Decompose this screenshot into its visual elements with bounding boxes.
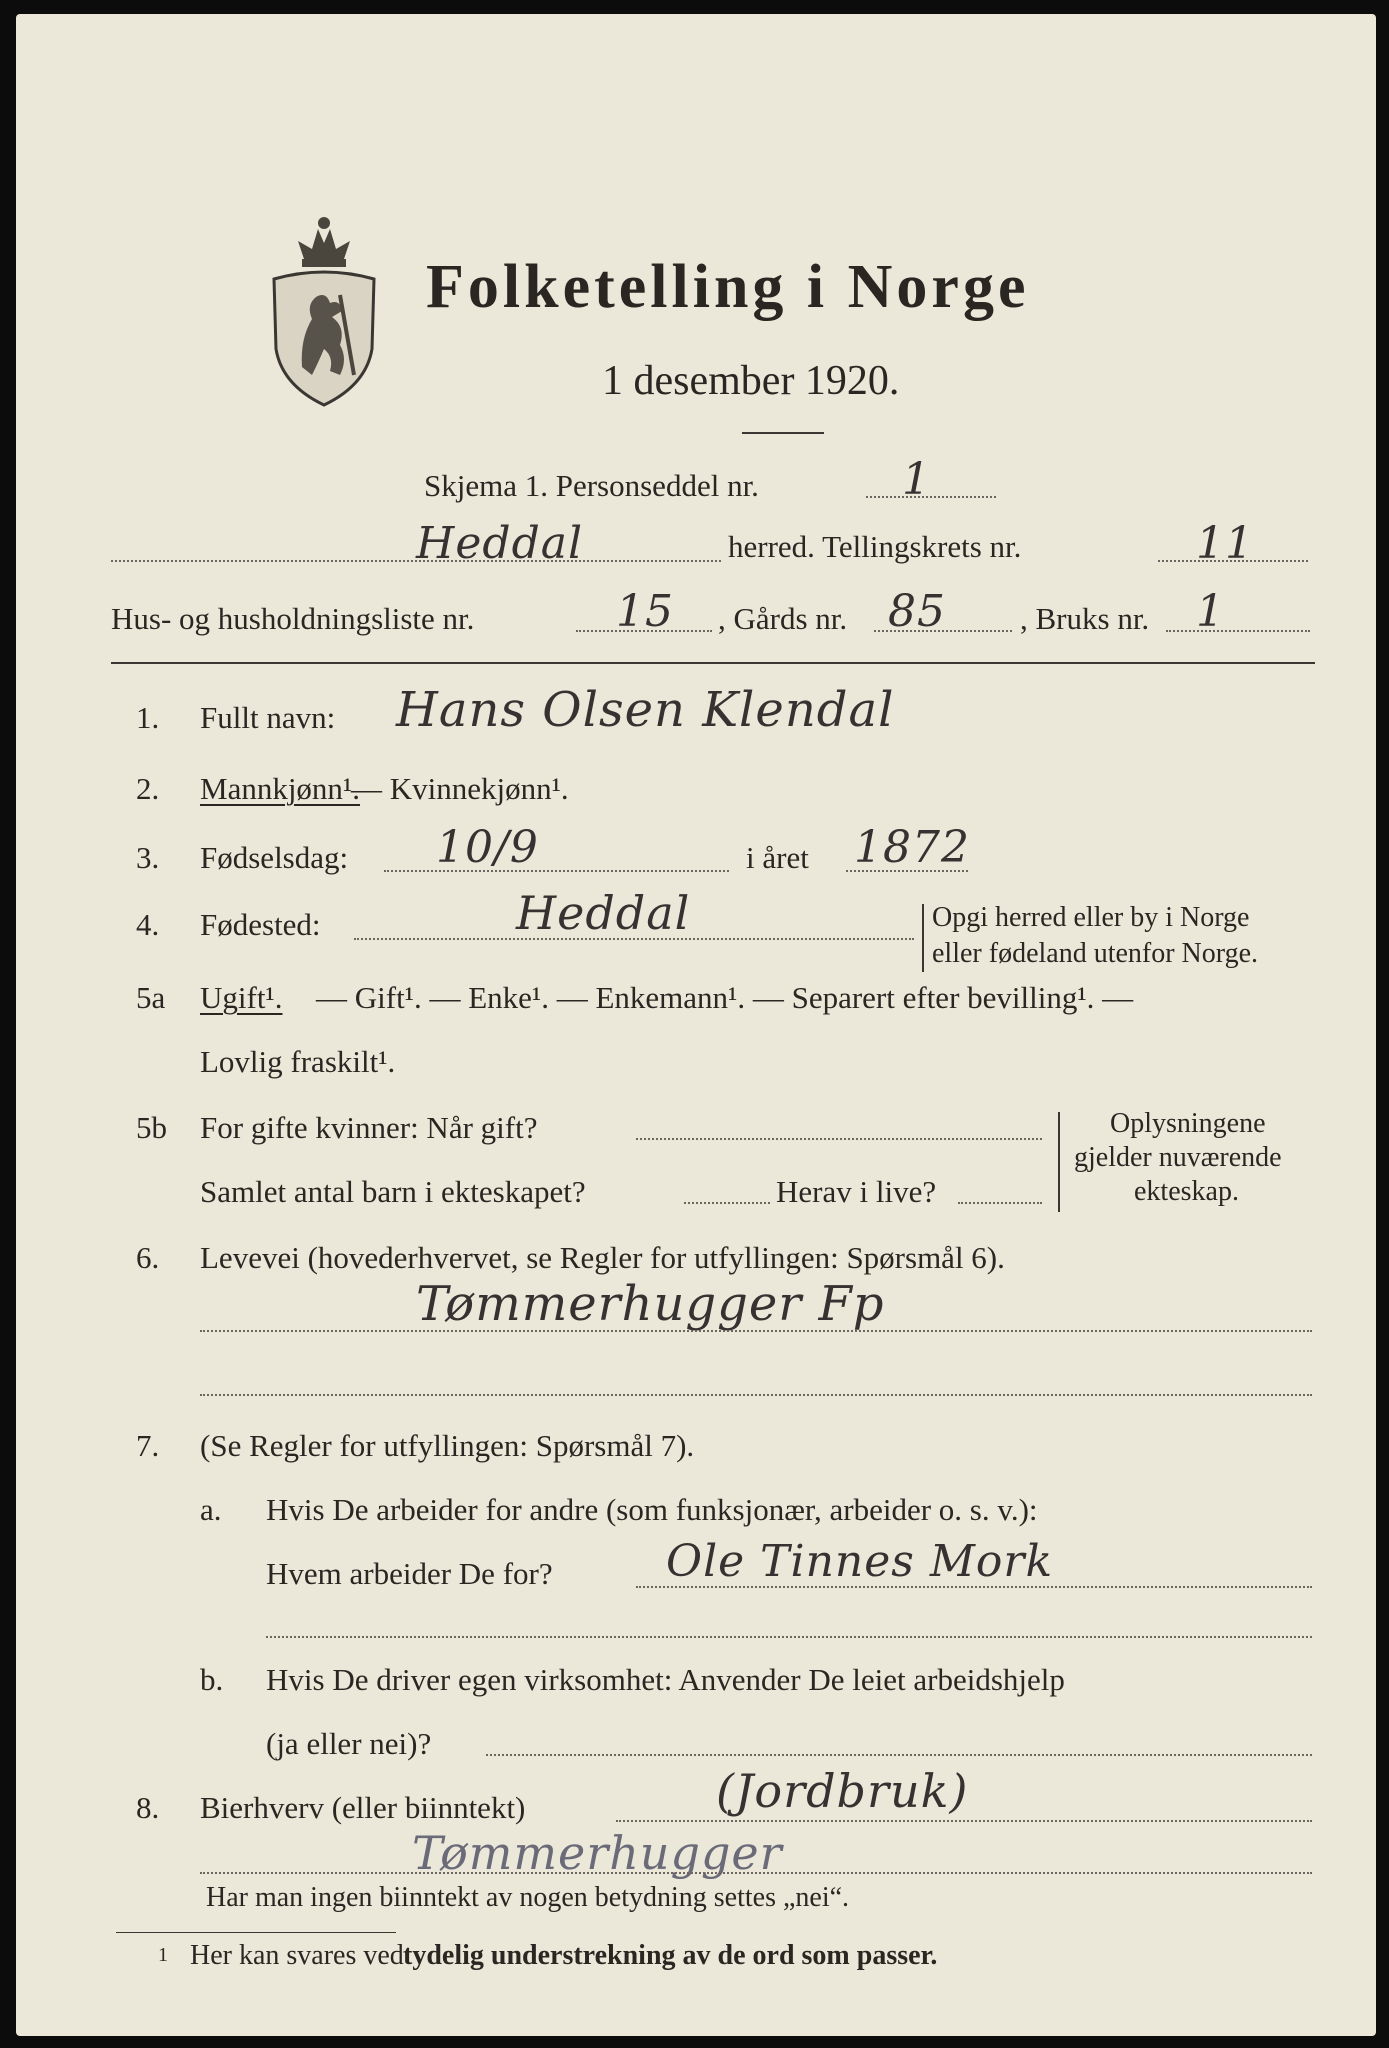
q3-year-answer: 1872 xyxy=(854,822,970,873)
q6-number: 6. xyxy=(136,1240,160,1275)
q5a-options: — Gift¹. — Enke¹. — Enkemann¹. — Separert efter bevilling¹. — xyxy=(316,980,1134,1015)
footnote-text: Her kan svares ved xyxy=(190,1940,404,1971)
q5a-option-fraskilt: Lovlig fraskilt¹. xyxy=(200,1044,396,1079)
q7b-yesno-label: (ja eller nei)? xyxy=(266,1726,432,1761)
q5b-label-married: For gifte kvinner: Når gift? xyxy=(200,1110,538,1145)
q7-label: (Se Regler for utfyllingen: Spørsmål 7). xyxy=(200,1428,695,1463)
q2-option-female: — Kvinnekjønn¹. xyxy=(351,771,569,806)
q4-note-line1: Opgi herred eller by i Norge xyxy=(932,902,1250,933)
q7a-letter: a. xyxy=(200,1492,222,1527)
q7b-letter: b. xyxy=(200,1662,224,1697)
q2-number: 2. xyxy=(136,771,160,806)
title-divider xyxy=(742,432,824,434)
q8-answer: (Jordbruk) xyxy=(716,1764,969,1818)
q4-note-brace xyxy=(922,904,924,972)
footnote-rule xyxy=(116,1932,396,1933)
q7a-line2 xyxy=(266,1636,1312,1638)
q3-number: 3. xyxy=(136,840,160,875)
q1-number: 1. xyxy=(136,700,160,735)
q5b-label-alive: Herav i live? xyxy=(776,1174,937,1209)
personseddel-line xyxy=(866,496,996,498)
herred-label: herred. Tellingskrets nr. xyxy=(728,529,1022,564)
q8-line1 xyxy=(616,1820,1312,1822)
q5a-number: 5a xyxy=(136,980,166,1015)
q8-answer-pencil: Tømmerhugger xyxy=(412,1826,783,1880)
q5b-alive-line xyxy=(958,1202,1042,1204)
tellingskrets-value: 11 xyxy=(1196,518,1254,569)
q3-day-answer: 10/9 xyxy=(436,822,539,873)
q7a-label: Hvis De arbeider for andre (som funksjonær, arbeider o. s. v.): xyxy=(266,1492,1038,1527)
q6-line1 xyxy=(200,1330,1312,1332)
q1-answer: Hans Olsen Klendal xyxy=(396,682,895,738)
q1-label: Fullt navn: xyxy=(200,700,336,735)
q6-label: Levevei (hovederhvervet, se Regler for utfyllingen: Spørsmål 6). xyxy=(200,1240,1005,1275)
form-date: 1 desember 1920. xyxy=(602,358,900,404)
q4-label: Fødested: xyxy=(200,907,321,942)
q7a-employer-answer: Ole Tinnes Mork xyxy=(666,1536,1054,1587)
bruks-value: 1 xyxy=(1196,586,1225,637)
q8-label: Bierhverv (eller biinntekt) xyxy=(200,1790,526,1825)
bruks-label: , Bruks nr. xyxy=(1020,601,1150,636)
q6-answer: Tømmerhugger Fp xyxy=(416,1276,885,1332)
footnote-emphasis: tydelig understrekning av de ord som passer. xyxy=(403,1940,938,1971)
coat-of-arms-icon xyxy=(266,199,382,409)
q5a-option-ugift: Ugift¹. xyxy=(200,980,283,1015)
q5b-note-line2: gjelder nuværende xyxy=(1074,1142,1282,1173)
q5b-children-line xyxy=(684,1202,770,1204)
q2-option-male: Mannkjønn¹. xyxy=(200,771,360,806)
q4-note-line2: eller fødeland utenfor Norge. xyxy=(932,938,1259,969)
q4-number: 4. xyxy=(136,907,160,942)
q8-note: Har man ingen biinntekt av nogen betydning settes „nei“. xyxy=(206,1882,850,1913)
gards-value: 85 xyxy=(888,586,946,637)
personseddel-value: 1 xyxy=(902,454,931,505)
q7a-line1 xyxy=(636,1586,1312,1588)
census-form xyxy=(16,14,1376,2036)
q8-line2 xyxy=(200,1872,1312,1874)
form-title: Folketelling i Norge xyxy=(426,253,1030,321)
schema-label: Skjema 1. Personseddel nr. xyxy=(424,468,759,503)
q3-year-label: i året xyxy=(746,840,809,875)
bruks-line xyxy=(1166,630,1310,632)
q8-number: 8. xyxy=(136,1790,160,1825)
q4-answer: Heddal xyxy=(516,886,691,940)
q5b-note-line3: ekteskap. xyxy=(1134,1176,1239,1207)
footnote-marker: 1 xyxy=(158,1944,168,1966)
husliste-value: 15 xyxy=(616,586,674,637)
q5b-married-line xyxy=(636,1138,1042,1140)
q5b-number: 5b xyxy=(136,1110,167,1145)
q7b-label: Hvis De driver egen virksomhet: Anvender De leiet arbeidshjelp xyxy=(266,1662,1065,1697)
q6-line2 xyxy=(200,1394,1312,1396)
q5b-note-line1: Oplysningene xyxy=(1110,1108,1266,1139)
gards-label: , Gårds nr. xyxy=(718,601,848,636)
q3-label: Fødselsdag: xyxy=(200,840,349,875)
herred-value: Heddal xyxy=(416,518,584,569)
q7b-line xyxy=(486,1754,1312,1756)
husliste-label: Hus- og husholdningsliste nr. xyxy=(111,601,475,636)
q7a-employer-label: Hvem arbeider De for? xyxy=(266,1556,553,1591)
q7-number: 7. xyxy=(136,1428,160,1463)
q5b-note-brace xyxy=(1058,1112,1060,1212)
header-rule xyxy=(111,662,1315,664)
q5b-label-children: Samlet antal barn i ekteskapet? xyxy=(200,1174,586,1209)
